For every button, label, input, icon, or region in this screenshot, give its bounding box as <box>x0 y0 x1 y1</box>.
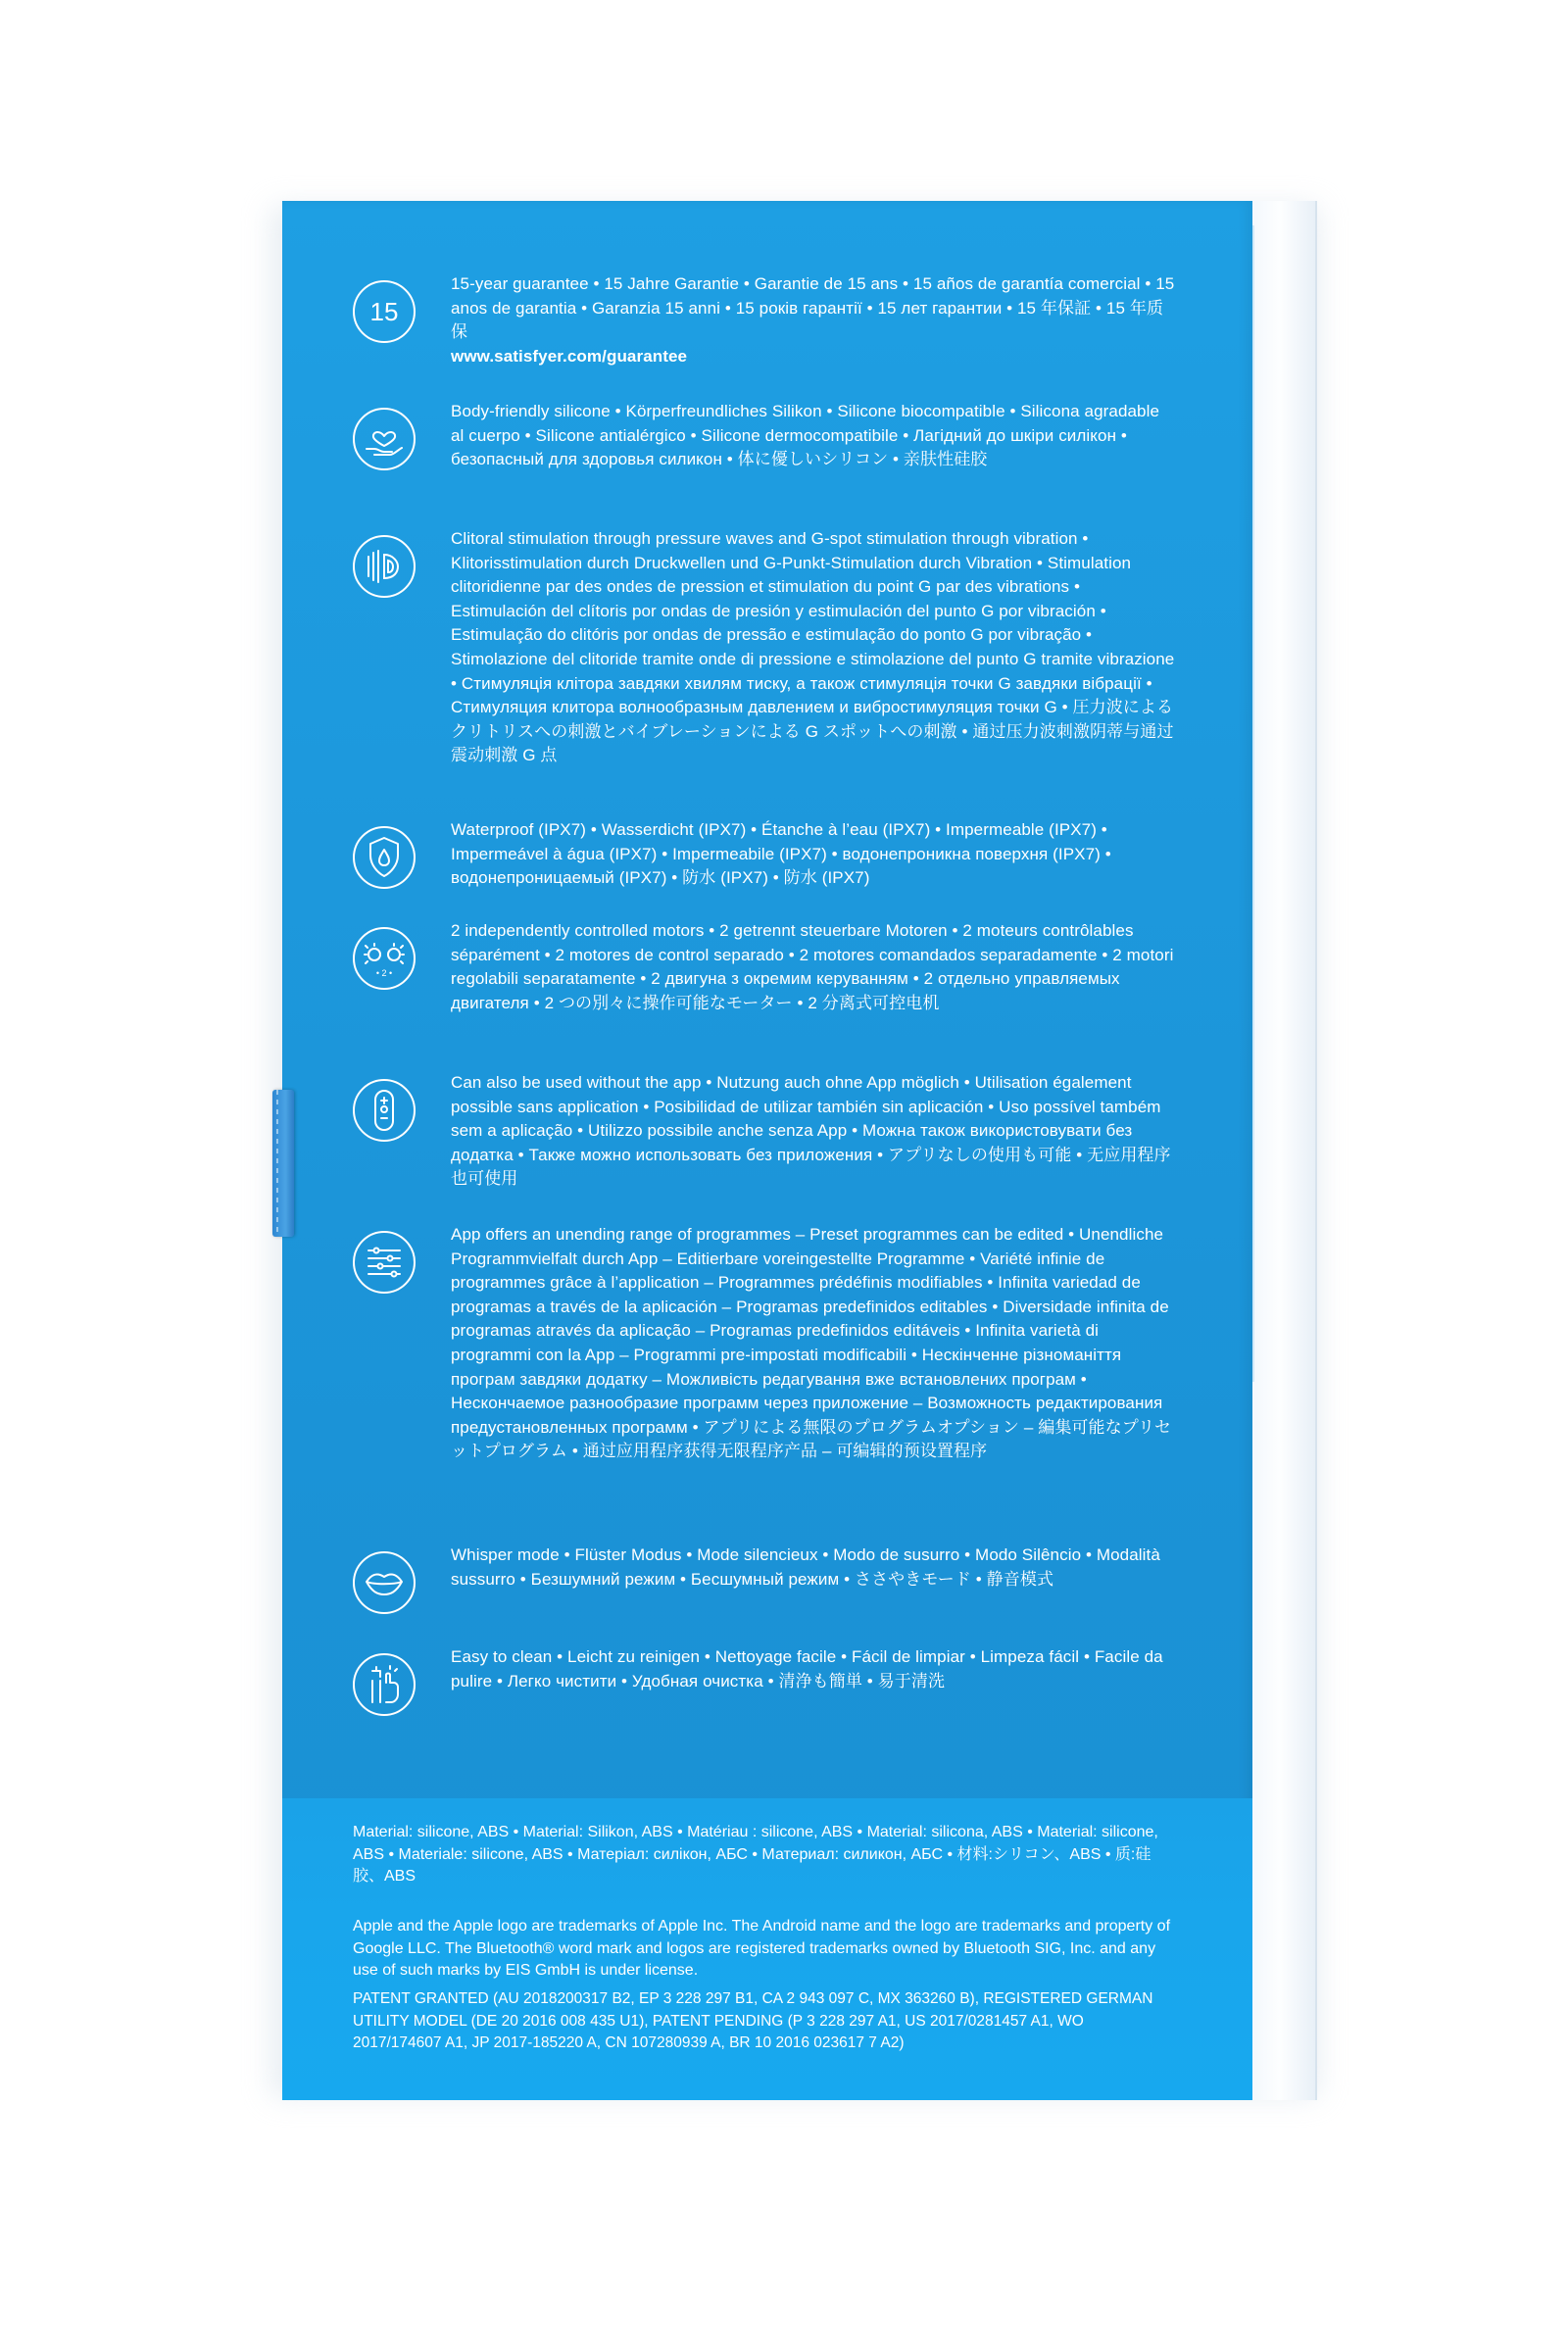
feature-guarantee-text <box>451 272 1176 368</box>
whisper-lips-icon <box>351 1549 417 1616</box>
feature-without-app-text: Can also be used without the app • Nutzung auch ohne App möglich • Utilisation également possible sans application • Posibilidad de utilizar también sin aplicación • Uso possível também sem a aplicação • Utilizzo possibile anche senza App • Можна також використовувати без додатка • Также можно использовать без приложения • アプリなしの使用も可能 • 无应用程序也可使用 <box>451 1073 1171 1189</box>
waterproof-shield-icon <box>351 824 417 891</box>
easy-clean-icon <box>351 1651 417 1718</box>
badge-15-icon <box>351 278 417 345</box>
product-box-back <box>282 201 1252 2100</box>
feature-waterproof-text: Waterproof (IPX7) • Wasserdicht (IPX7) • Étanche à l’eau (IPX7) • Impermeable (IPX7) • Impermeável à água (IPX7) • Impermeabile (IPX7) • водонепроникна поверхня (IPX7) • водонепроницаемый (IPX7) • 防水 (IPX7) • 防水 (IPX7) <box>451 820 1111 888</box>
feature-motors-text: 2 independently controlled motors • 2 getrennt steuerbare Motoren • 2 moteurs contrôlables séparément • 2 motores de control separado • 2 motores comandados separadamente • 2 motori regolabili separatamente • 2 двигуна з окремим керуванням • 2 отдельно управляемых двигателя • 2 つの別々に操作可能なモーター • 2 分离式可控电机 <box>451 921 1174 1012</box>
badge-15-text: 15 <box>369 297 399 326</box>
pull-ribbon[interactable] <box>272 1090 294 1237</box>
feature-stimulation-text: Clitoral stimulation through pressure waves and G-spot stimulation through vibration • Klitorisstimulation durch Druckwellen und G-Punkt-Stimulation durch Vibration • Stimulation clitoridienne par des ondes de pression et stimulation du point G par des vibrations • Estimulación del clítoris por ondas de presión y estimulación del punto G por vibración • Estimulação do clitóris por ondas de pressão e estimulação do ponto G por vibração • Stimolazione del clitoride tramite onde di pressione e stimolazione del punto G tramite vibrazione • Стимуляція клітора завдяки хвилям тиску, а також стимуляція точки G завдяки вібрації • Стимуляция клитора волнообразным давлением и вибростимуляция точки G • 圧力波によるクリトリスへの刺激とバイブレーションによる G スポットへの刺激 • 通过压力波刺激阴蒂与通过震动刺激 G 点 <box>451 529 1175 765</box>
heart-hand-icon <box>351 406 417 472</box>
pressure-wave-icon <box>351 533 417 600</box>
trademarks-text: Apple and the Apple logo are trademarks of Apple Inc. The Android name and the logo are trademarks and property of Google LLC. The Bluetooth® word mark and logos are registered trademarks owned by Bluetooth SIG, Inc. and any use of such marks by EIS GmbH is under license. <box>353 1918 1171 1979</box>
feature-programmes-text: App offers an unending range of programmes – Preset programmes can be edited • Unendliche Programmvielfalt durch App – Editierbare voreingestellte Programme • Variété infinie de programmes grâce à l’application – Programmes prédéfinis modifiables • Infinita variedad de programas a través de la aplicación – Programas predefinidos editables • Diversidade infinita de programas através da aplicação – Programas predefinidos editáveis • Infinita varietà di programmi con la App – Programmi pre-impostati modificabili • Нескінченне різноманіття програм завдяки додатку – Можливість редагування вже встановлених програм • Нескончаемое разнообразие программ через приложение – Возможность редактирования предустановленных программ • アプリによる無限のプログラムオプション – 編集可能なプリセットプログラム • 通过应用程序获得无限程序产品 – 可编辑的预设置程序 <box>451 1225 1172 1461</box>
guarantee-url: www.satisfyer.com/guarantee <box>451 346 688 366</box>
feature-silicone-text: Body-friendly silicone • Körperfreundliches Silikon • Silicone biocompatible • Silicona agradable al cuerpo • Silicone antialérgico • Silicone dermocompatibile • Лагідний до шкіри силікон • безопасный для здоровья силикон • 体に優しいシリコン • 亲肤性硅胶 <box>451 402 1160 469</box>
feature-easy-clean-text: Easy to clean • Leicht zu reinigen • Nettoyage facile • Fácil de limpiar • Limpeza fácil • Facile da pulire • Легко чистити • Удобная очистка • 清浄も簡単 • 易于清洗 <box>451 1647 1163 1690</box>
feature-whisper-text: Whisper mode • Flüster Modus • Mode silencieux • Modo de susurro • Modo Silêncio • Modalità sussurro • Безшумний режим • Бесшумный режим • ささやきモード • 静音模式 <box>451 1545 1160 1589</box>
sliders-icon <box>351 1229 417 1296</box>
legal-panel <box>282 1798 1252 2100</box>
patents-text: PATENT GRANTED (AU 2018200317 B2, EP 3 228 297 B1, CA 2 943 097 C, MX 363260 B), REGISTERED GERMAN UTILITY MODEL (DE 20 2016 008 435 U1), PATENT PENDING (P 3 228 297 A1, US 2017/0281457 A1, WO 2017/174607 A1, JP 2017-185220 A, CN 107280939 A, BR 10 2016 023617 7 A2) <box>353 1990 1153 2051</box>
material-text: Material: silicone, ABS • Material: Silikon, ABS • Matériau : silicone, ABS • Material: silicona, ABS • Material: silicone, ABS • Materiale: silicone, ABS • Матеріал: силікон, АБС • Материал: силикон, АБС • 材料:シリコン、ABS • 质:硅胶、ABS <box>353 1824 1158 1885</box>
device-buttons-icon <box>351 1077 417 1144</box>
guarantee-text: 15-year guarantee • 15 Jahre Garantie • Garantie de 15 ans • 15 años de garantía comercial • 15 anos de garantia • Garanzia 15 anni • 15 років гарантії • 15 лет гарантии • 15 年保証 • 15 年质保 <box>451 274 1175 342</box>
ribbon-stitching <box>276 1090 278 1237</box>
svg-text:• 2 •: • 2 • <box>375 968 393 978</box>
dual-motor-icon <box>351 925 417 992</box>
